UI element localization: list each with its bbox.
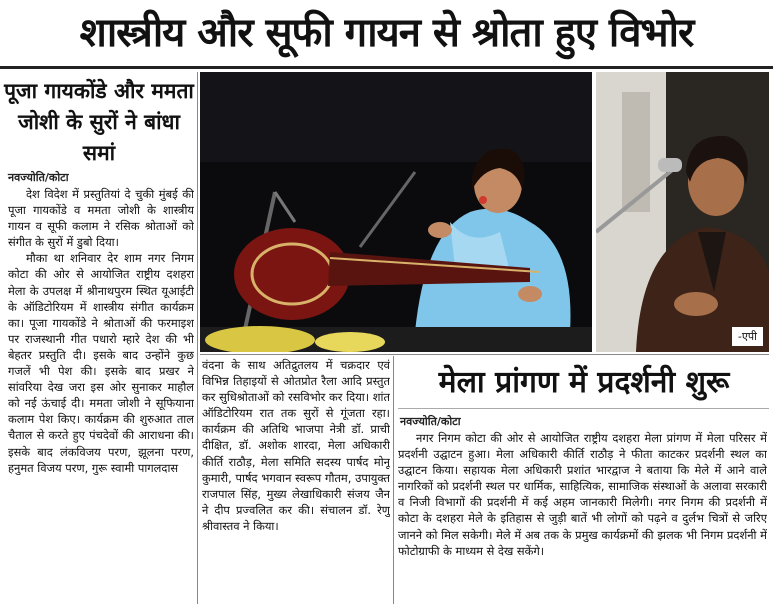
left-story-paragraph-2: मौका था शनिवार देर शाम नगर निगम कोटा की ओर से आयोजित राष्ट्रीय दशहरा मेला के उपलक्ष में श्रीनाथपुरम स्थित यूआईटी के ऑडिटोरियम में शास्त्रीय संगीत कार्यक्रम का। पूजा गायकोंडे ने श्रोताओं की फरमाइश पर राजस्थानी गीत पधारो म्हारे देश की भी बेहतर प्रस्तुति दी। इसके बाद उन्होंने कुछ गजलें भी पेश की। इसके बाद प्रखर ने सांवरिया देख जरा इस ओर सुनाकर माहौल को नई ऊंचाई दी। ममता जोशी ने सूफियाना कलाम पेश किए। कार्यक्रम की शुरुआत ताल चैताल से करते हुए पंचदेवों की आराधना की। इसके बाद लंकविजय परण, झूलना परण, हनुमत विजय परण, गुरू स्वामी पागलदास bbox=[8, 251, 194, 475]
male-singer-image bbox=[596, 72, 769, 352]
right-story-rule bbox=[398, 408, 769, 409]
photo-bottom-rule bbox=[200, 354, 769, 355]
left-story-heading: पूजा गायकोंडे और ममता जोशी के सुरों ने बांधा समां bbox=[4, 79, 194, 165]
headline-rule bbox=[0, 66, 773, 69]
photo-credit: -एपी bbox=[732, 327, 763, 346]
left-story-continuation-text: वंदना के साथ अतिद्रुतलय में चक्रदार एवं विभिन्न तिहाइयों से ओतप्रोत रैला आदि प्रस्तुत कर सुधिश्रोताओं को रसविभोर कर दिया। शांत ऑडिटोरियम रात तक सुरों से गूंजता रहा। कार्यक्रम की अतिथि भाजपा नेत्री डॉ. प्राची दीक्षित, डॉ. अशोक शारदा, मेला अधिकारी कीर्ति राठौड़, मेला समिति सदस्य पार्षद मोनू कुमारी, पार्षद भगवान स्वरूप गौतम, उपायुक्त राजपाल सिंह, मुख्य लेखाधिकारी संजय जैन ने दीप प्रज्वलित कर की। संचालन डॉ. रेणु श्रीवास्तव ने किया। bbox=[202, 358, 390, 533]
performance-photo-male-singer bbox=[596, 72, 769, 352]
right-story-paragraph: नगर निगम कोटा की ओर से आयोजित राष्ट्रीय दशहरा मेला प्रांगण में मेला परिसर में प्रदर्शनी उद्घाटन हुआ। मेला अधिकारी कीर्ति राठौड़ ने फीता काटकर प्रदर्शनी स्थल का उद्घाटन किया। सहायक मेला अधिकारी प्रशांत भारद्वाज ने बताया कि मेले में आने वाले नागरिकों को प्रदर्शनी स्थल पर धार्मिक, साहित्यिक, सामाजिक संस्थाओं के अलावा सरकारी व निजी विभागों की प्रदर्शनी में कई अहम जानकारी मिलेगी। नगर निगम की प्रदर्शनी में कोटा के दशहरा मेले के इतिहास से जुड़ी बातें भी लोगों को पढ़ने व दुर्लभ चित्रों से जरिए जानने को मिल सकेगी। मेले में अब तक के प्रमुख कार्यक्रमों की झलक भी निगम प्रदर्शनी में फोटोग्राफी के माध्यम से देख सकेंगे। bbox=[398, 431, 767, 558]
column-divider-2 bbox=[393, 356, 394, 604]
left-story-byline: नवज्योति/कोटा bbox=[8, 171, 69, 184]
page-headline: शास्त्रीय और सूफी गायन से श्रोता हुए विभोर bbox=[79, 10, 694, 56]
right-story-byline: नवज्योति/कोटा bbox=[400, 415, 461, 428]
left-story-paragraph-1: देश विदेश में प्रस्तुतियां दे चुकी मुंबई की पूजा गायकोंडे व ममता जोशी के शास्त्रीय गायन व सूफी कलाम ने रसिक श्रोताओं को संगीत के सुरों में डुबो दिया। bbox=[8, 187, 194, 250]
right-story-body bbox=[398, 430, 767, 604]
singer-with-tanpura-image bbox=[200, 72, 592, 352]
performance-photo-singer bbox=[200, 72, 592, 352]
left-story-continuation bbox=[202, 357, 390, 602]
column-divider bbox=[197, 72, 198, 604]
left-story-column bbox=[8, 186, 194, 604]
right-story-heading: मेला प्रांगण में प्रदर्शनी शुरू bbox=[438, 365, 730, 400]
